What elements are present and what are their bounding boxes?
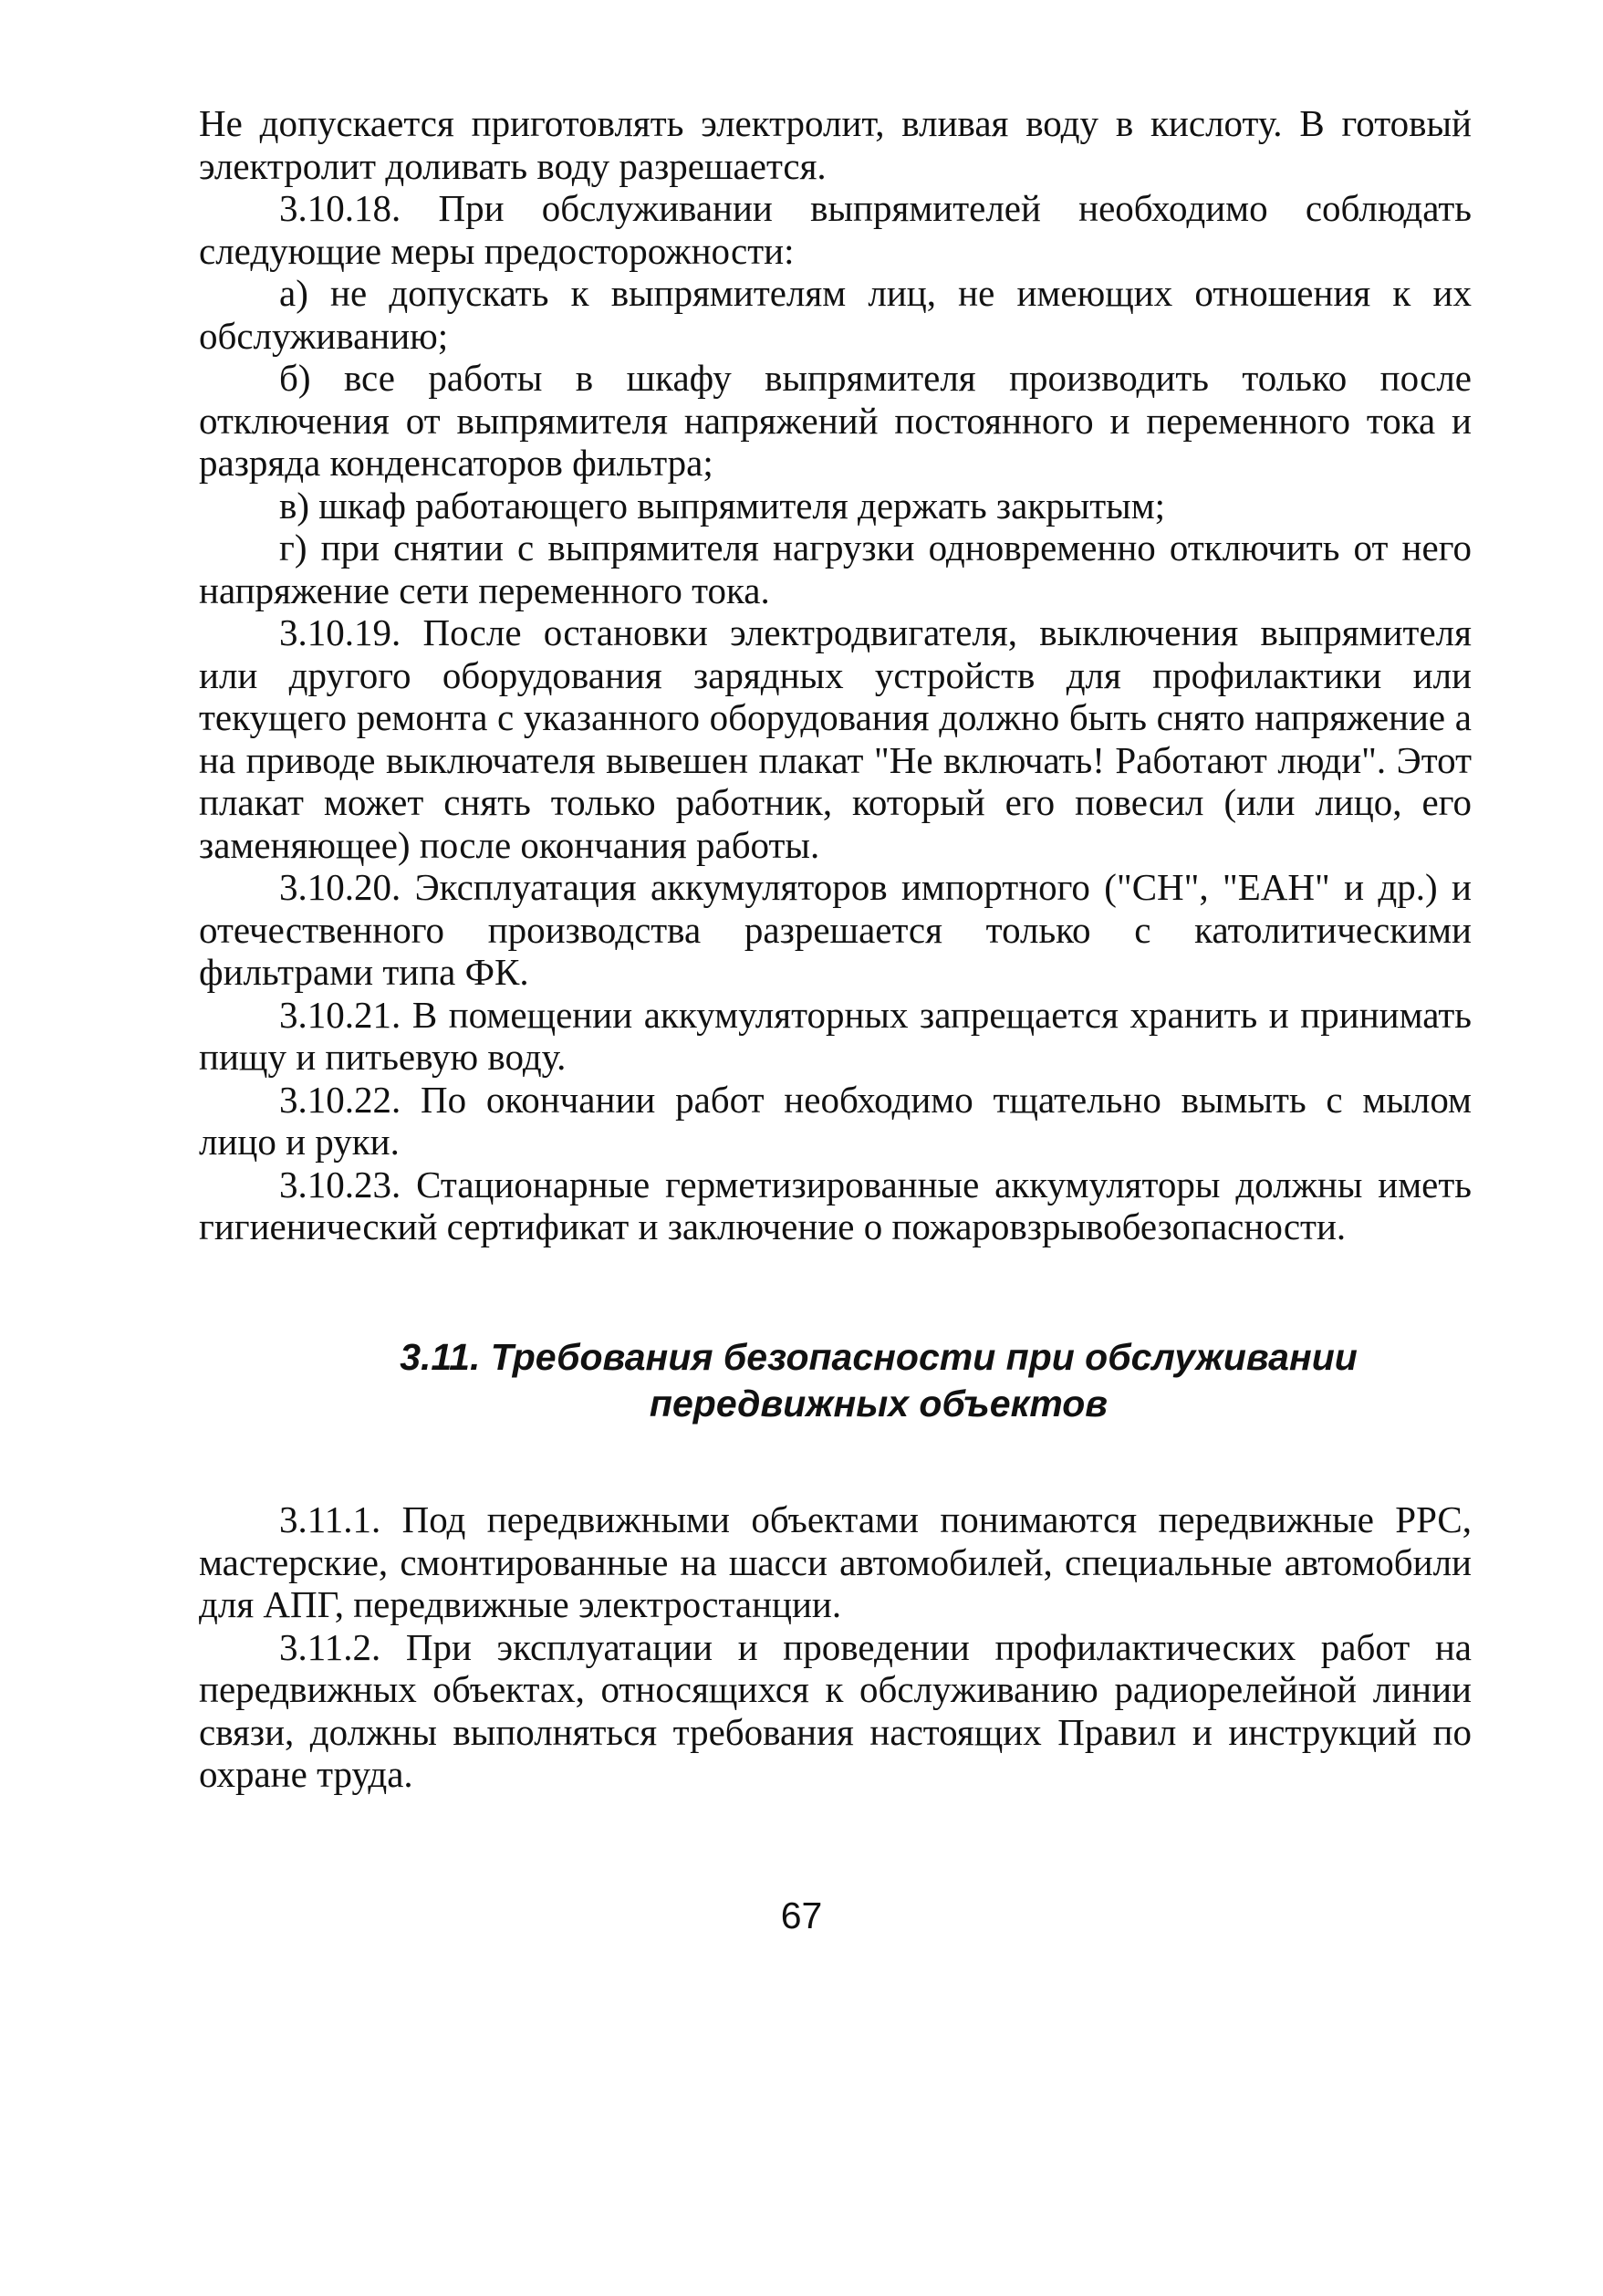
- paragraph-3-11-1: 3.11.1. Под передвижными объектами понимаются передвижные РРС, мастерские, смонтированные на шасси автомобилей, специальные автомобили для АПГ, передвижные электростанции.: [199, 1498, 1472, 1625]
- body-text-bottom: [199, 1498, 1472, 1796]
- paragraph-3-10-21: 3.10.21. В помещении аккумуляторных запрещается хранить и принимать пищу и питьевую воду.: [199, 993, 1472, 1078]
- page-number: 67: [780, 1894, 823, 1936]
- section-heading-line-2: передвижных объектов: [649, 1383, 1109, 1425]
- body-text-top: [199, 102, 1472, 1248]
- section-heading-line-1: 3.11. Требования безопасности при обслуживании: [400, 1336, 1358, 1378]
- list-item-g: г) при снятии с выпрямителя нагрузки одновременно отключить от него напряжение сети переменного тока.: [199, 527, 1472, 611]
- paragraph-3-10-18: 3.10.18. При обслуживании выпрямителей необходимо соблюдать следующие меры предосторожности:: [199, 187, 1472, 272]
- paragraph-electrolyte: Не допускается приготовлять электролит, вливая воду в кислоту. В готовый электролит доливать воду разрешается.: [199, 102, 1472, 187]
- paragraph-3-10-20: 3.10.20. Эксплуатация аккумуляторов импортного ("СН", "ЕАН" и др.) и отечественного производства разрешается только с католитическими фильтрами типа ФК.: [199, 866, 1472, 993]
- list-item-a: а) не допускать к выпрямителям лиц, не имеющих отношения к их обслуживанию;: [199, 272, 1472, 357]
- list-item-b: б) все работы в шкафу выпрямителя производить только после отключения от выпрямителя напряжений постоянного и переменного тока и разряда конденсаторов фильтра;: [199, 357, 1472, 484]
- paragraph-3-11-2: 3.11.2. При эксплуатации и проведении профилактических работ на передвижных объектах, относящихся к обслуживанию радиорелейной линии связи, должны выполняться требования настоящих Правил и инструкций по охране труда.: [199, 1625, 1472, 1795]
- paragraph-3-10-19: 3.10.19. После остановки электродвигателя, выключения выпрямителя или другого оборудования зарядных устройств для профилактики или текущего ремонта с указанного оборудования должно быть снято напряжение а на приводе выключателя вывешен плакат "Не включать! Работают люди". Этот плакат может снять только работник, который его повесил (или лицо, его заменяющее) после окончания работы.: [199, 611, 1472, 866]
- paragraph-3-10-22: 3.10.22. По окончании работ необходимо тщательно вымыть с мылом лицо и руки.: [199, 1078, 1472, 1163]
- section-heading: [199, 1334, 1558, 1427]
- paragraph-3-10-23: 3.10.23. Стационарные герметизированные аккумуляторы должны иметь гигиенический сертификат и заключение о пожаровзрывобезопасности.: [199, 1163, 1472, 1247]
- list-item-v: в) шкаф работающего выпрямителя держать закрытым;: [279, 484, 1166, 527]
